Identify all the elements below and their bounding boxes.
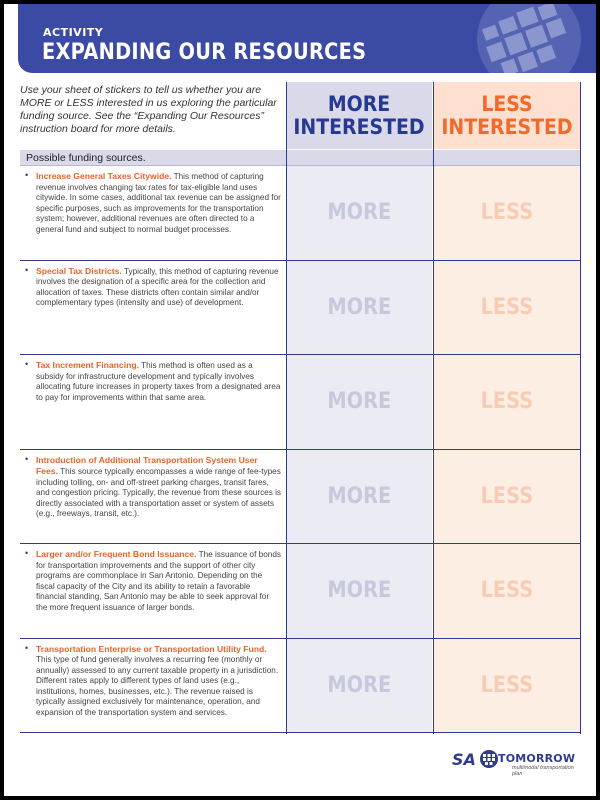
row-title: Transportation Enterprise or Transportation Utility Fund. — [36, 643, 267, 654]
table-row — [20, 544, 580, 639]
more-sticker-area[interactable] — [286, 639, 432, 733]
more-interested-header — [286, 82, 432, 149]
bullet-icon: • — [25, 170, 29, 180]
row-description — [20, 166, 286, 260]
more-label: MORE — [327, 578, 391, 604]
more-label: MORE — [327, 672, 391, 698]
more-label: MORE — [327, 200, 391, 226]
table-row — [20, 166, 580, 261]
row-title: Larger and/or Frequent Bond Issuance. — [36, 549, 197, 559]
bullet-icon: • — [25, 359, 29, 369]
row-text: This method of capturing revenue involves changing tax rates for tax-eligible land uses citywide. In some cases, additional tax revenue can be assigned for specific purposes, such as improvements for the transportation system; however, additional revenues are often directed to a general fund and subject to normal budget processes. — [36, 172, 281, 234]
globe-mark-icon — [479, 749, 499, 769]
table-row — [20, 639, 580, 734]
column-divider-left — [286, 82, 287, 734]
row-text: This method is often used as a subsidy for infrastructure development and typically involves allocating future increases in property taxes from a designated area to pay for improvements within that same area. — [36, 361, 281, 402]
more-sticker-area[interactable] — [286, 450, 432, 544]
less-sticker-area[interactable] — [434, 639, 580, 733]
more-label: MORE — [327, 389, 391, 415]
table-row — [20, 261, 580, 356]
row-text: This type of fund generally involves a recurring fee (monthly or annually) assessed to any current taxable property in a jurisdiction. Different rates apply to different types of land uses (e.g., institutions, homes, businesses, etc.). The revenue raised is typically assigned exclusively for maintenance, operation, and expansion of the transportation system and services. — [36, 655, 279, 718]
header-kicker: ACTIVITY — [43, 26, 104, 39]
funding-sources-subhead: Possible funding sources. — [20, 150, 580, 166]
less-header-line-1: LESS — [481, 92, 533, 116]
less-sticker-area[interactable] — [434, 166, 580, 260]
bullet-icon: • — [25, 548, 29, 558]
globe-grid-icon — [474, 4, 584, 73]
row-text: The issuance of bonds for transportation improvements and the support of other city programs are commonplace in San Antonio. Depending on the fiscal capacity of the City and its ability to retain a favorable financial standing, San Antonio may be able to seek approval for the more frequent issuance of larger bonds. — [36, 550, 281, 612]
row-text: Typically, this method of capturing revenue involves the designation of a specific area for the collection and allocation of taxes. These districts often contain similar and/or complementary types (intensity and use) of development. — [36, 266, 279, 308]
less-label: LESS — [480, 294, 534, 320]
more-sticker-area[interactable] — [286, 166, 432, 260]
row-description — [20, 450, 286, 544]
sa-tomorrow-logo — [452, 748, 582, 776]
more-header-line-2: INTERESTED — [293, 115, 425, 139]
more-sticker-area[interactable] — [286, 261, 432, 355]
more-sticker-area[interactable] — [286, 544, 432, 638]
more-label: MORE — [327, 483, 391, 509]
less-label: LESS — [480, 672, 534, 698]
less-interested-header — [434, 82, 580, 149]
instructions-text: Use your sheet of stickers to tell us whether you are MORE or LESS interested in us exploring the particular funding source. See the “Expanding Our Resources” instruction board for more details. — [20, 84, 277, 135]
activity-sheet — [4, 4, 596, 796]
more-label: MORE — [327, 294, 391, 320]
row-title: Increase General Taxes Citywide. — [36, 171, 172, 181]
row-description — [20, 639, 286, 733]
less-label: LESS — [480, 578, 534, 604]
column-divider-right — [580, 82, 581, 734]
less-label: LESS — [480, 483, 534, 509]
bullet-icon: • — [25, 264, 29, 275]
more-header-line-1: MORE — [327, 92, 391, 116]
column-divider-middle — [433, 82, 434, 734]
bullet-icon: • — [25, 453, 29, 464]
page-title: EXPANDING OUR RESOURCES — [42, 40, 367, 65]
more-sticker-area[interactable] — [286, 355, 432, 449]
row-description — [20, 355, 286, 449]
less-sticker-area[interactable] — [434, 544, 580, 638]
row-title: Tax Increment Financing. — [36, 360, 139, 370]
logo-sa-text: SA — [452, 750, 476, 769]
table-row — [20, 355, 580, 450]
row-title: Introduction of Additional Transportation System User Fees. — [36, 454, 258, 477]
table-row — [20, 450, 580, 545]
less-sticker-area[interactable] — [434, 355, 580, 449]
less-label: LESS — [480, 389, 534, 415]
less-label: LESS — [480, 200, 534, 226]
row-description — [20, 544, 286, 638]
row-title: Special Tax Districts. — [36, 265, 122, 276]
header-banner — [18, 4, 596, 73]
row-text: This source typically encompasses a wide range of fee-types including tolling, on- and off-street parking charges, transit fares, and congestion pricing. Typically, the revenue from these sources is directly associated with a transportation asset or system of assets (e.g., freeways, transit, etc.). — [36, 467, 281, 519]
less-sticker-area[interactable] — [434, 450, 580, 544]
less-sticker-area[interactable] — [434, 261, 580, 355]
logo-tomorrow-text: TOMORROW — [498, 752, 576, 765]
less-header-line-2: INTERESTED — [441, 115, 573, 139]
funding-sources-table — [20, 166, 580, 733]
bullet-icon: • — [25, 642, 29, 653]
row-description — [20, 261, 286, 355]
logo-tagline: multimodal transportation plan — [512, 765, 574, 777]
